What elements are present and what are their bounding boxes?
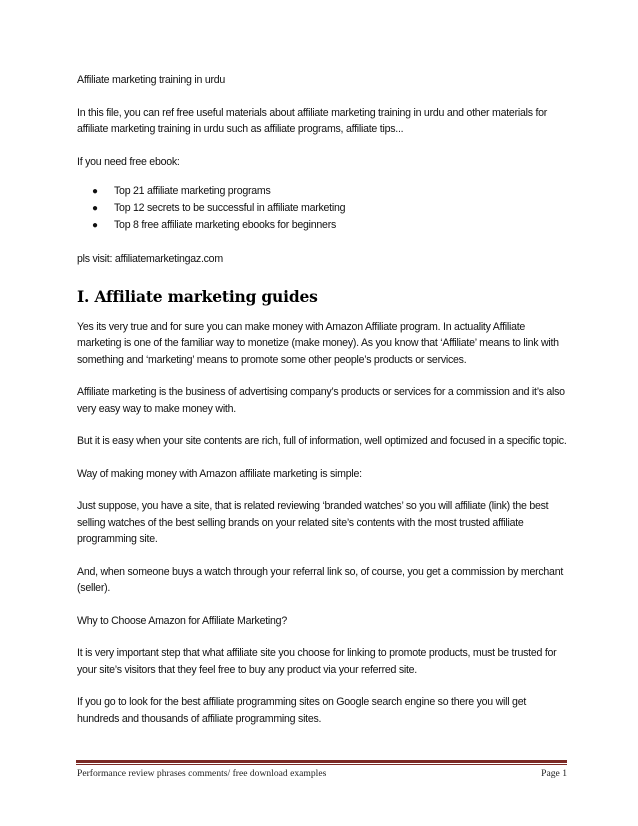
- ebook-label: If you need free ebook:: [77, 155, 180, 168]
- body-paragraph: Yes its very true and for sure you can make money with Amazon Affiliate program. In actuality Affiliate marketing is one of the familiar way to monetize (make money). As you know that ‘Affiliate’ means to link with something and ‘marketing’ means to promote some other people’s products or services.: [77, 320, 559, 366]
- ebook-item-text: Top 12 secrets to be successful in affiliate marketing: [114, 202, 346, 214]
- visit-line: pls visit: affiliatemarketingaz.com: [77, 253, 223, 265]
- intro-paragraph: In this file, you can ref free useful materials about affiliate marketing training in urdu and other materials for affiliate marketing training in urdu such as affiliate programs, affiliate tips...: [77, 106, 548, 135]
- document-title-line: Affiliate marketing training in urdu: [77, 74, 226, 86]
- document-body: [77, 72, 567, 743]
- body-paragraph: If you go to look for the best affiliate programming sites on Google search engine so there you will get hundreds and thousands of affiliate programming sites.: [77, 696, 527, 725]
- body-paragraph: It is very important step that what affiliate site you choose for linking to promote products, must be trusted for your site’s visitors that they feel free to buy any product via your referred site.: [77, 647, 557, 676]
- footer-divider-thin: [76, 764, 567, 765]
- ebook-list-item: [92, 200, 567, 217]
- bullet-icon: ●: [92, 203, 98, 214]
- section-heading: I. Affiliate marketing guides: [77, 286, 318, 306]
- body-paragraph: Way of making money with Amazon affiliate marketing is simple:: [77, 467, 362, 480]
- body-paragraph: And, when someone buys a watch through your referral link so, of course, you get a commission by merchant (seller).: [77, 565, 564, 594]
- body-paragraph: Just suppose, you have a site, that is related reviewing ‘branded watches’ so you will affiliate (link) the best selling watches of the best selling brands on your related site’s contents with the most trusted affiliate programming site.: [77, 500, 549, 545]
- bullet-icon: ●: [92, 220, 98, 231]
- ebook-list-item: [92, 217, 567, 234]
- body-paragraph: But it is easy when your site contents are rich, full of information, well optimized and focused in a specific topic.: [77, 435, 567, 447]
- footer-text: Performance review phrases comments/ free download examples: [77, 768, 327, 779]
- body-paragraph: Affiliate marketing is the business of advertising company’s products or services for a commission and it’s also very easy way to make money with.: [77, 386, 565, 415]
- page-number: Page 1: [541, 768, 567, 779]
- bullet-icon: ●: [92, 186, 98, 197]
- ebook-list-item: [92, 183, 567, 200]
- ebook-list: [77, 183, 567, 234]
- ebook-item-text: Top 8 free affiliate marketing ebooks for beginners: [114, 219, 337, 231]
- footer-divider: [76, 760, 567, 763]
- body-paragraph: Why to Choose Amazon for Affiliate Marketing?: [77, 614, 287, 627]
- ebook-item-text: Top 21 affiliate marketing programs: [114, 185, 271, 197]
